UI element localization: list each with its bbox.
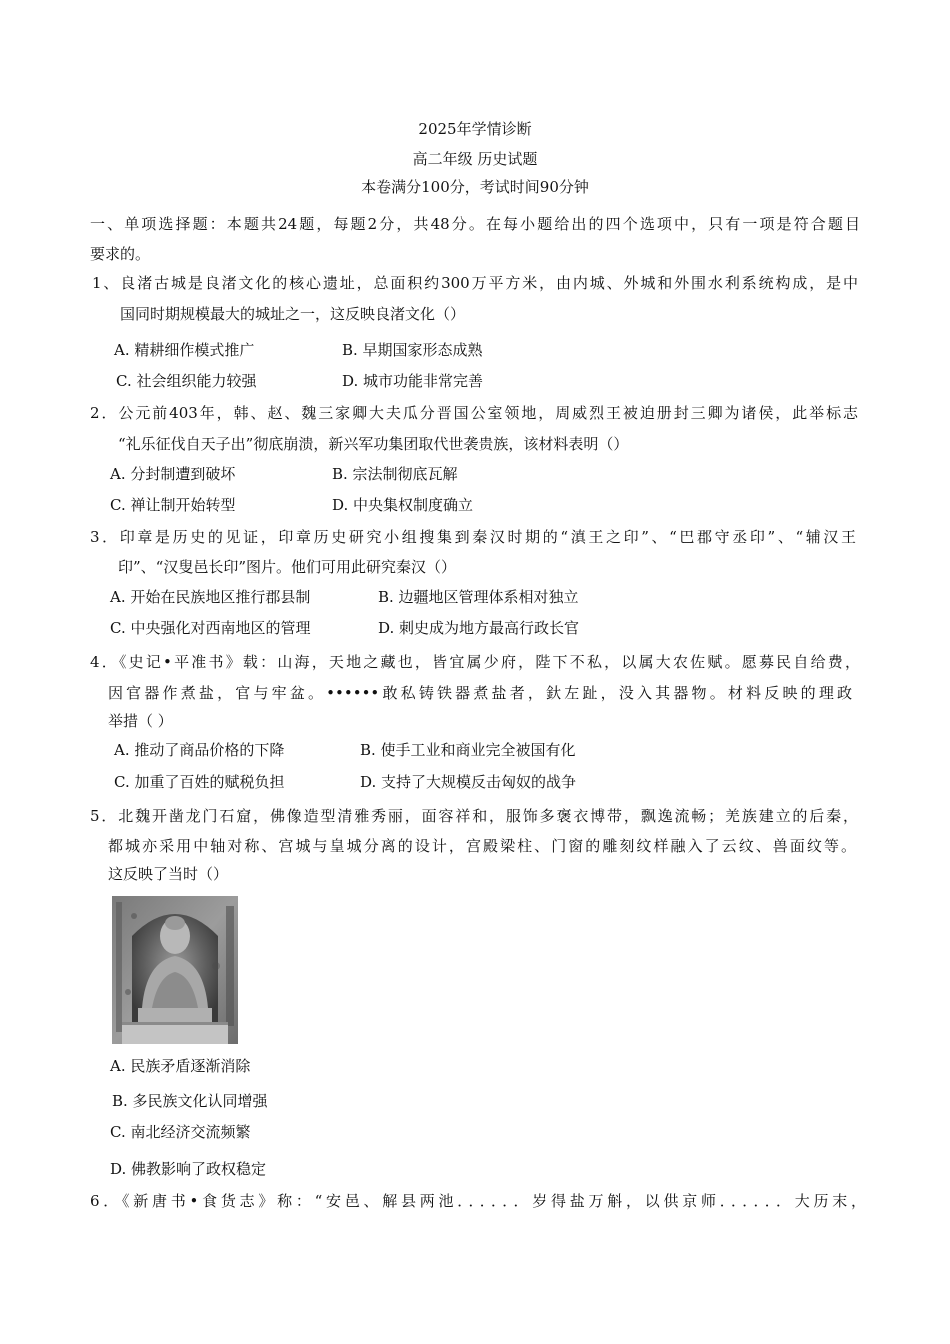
question-5-option-c[interactable]: C. 南北经济交流频繁	[110, 1123, 251, 1141]
exam-info: 本卷满分100分，考试时间90分钟	[361, 178, 589, 196]
longmen-grottoes-buddha-photo	[112, 896, 238, 1044]
question-4-option-c[interactable]: C. 加重了百姓的赋税负担	[114, 773, 285, 791]
question-3-option-d[interactable]: D. 刺史成为地方最高行政长官	[378, 619, 580, 637]
question-4-line2: 因官器作煮盐，官与牢盆。••••••敢私铸铁器煮盐者，釱左趾，没入其器物。材料反映的理政	[108, 684, 852, 702]
question-5-line1: 5．北魏开凿龙门石窟，佛像造型清雅秀丽，面容祥和，服饰多褒衣博带，飘逸流畅；羌族建立的后秦，	[90, 807, 858, 825]
question-4-option-d[interactable]: D. 支持了大规模反击匈奴的战争	[360, 773, 577, 791]
question-1-line1: 1、良渚古城是良渚文化的核心遗址，总面积约300万平方米，由内城、外城和外围水利系统构成，是中	[92, 274, 858, 292]
question-1-option-b[interactable]: B. 早期国家形态成熟	[342, 341, 483, 359]
question-1-option-d[interactable]: D. 城市功能非常完善	[342, 372, 484, 390]
exam-title: 2025年学情诊断	[418, 120, 532, 138]
question-5-line2: 都城亦采用中轴对称、宫城与皇城分离的设计，宫殿梁柱、门窗的雕刻纹样融入了云纹、兽面纹等。	[108, 837, 856, 855]
question-1-option-a[interactable]: A. 精耕细作模式推广	[114, 341, 255, 359]
exam-subtitle: 高二年级 历史试题	[412, 150, 538, 168]
question-4-option-a[interactable]: A. 推动了商品价格的下降	[114, 741, 285, 759]
question-4-line3: 举措（ ）	[108, 712, 173, 730]
question-4-line1: 4．《史记•平准书》载：山海，天地之藏也，皆宜属少府，陛下不私，以属大农佐赋。愿募民自给费，	[90, 653, 860, 671]
question-4-option-b[interactable]: B. 使手工业和商业完全被国有化	[360, 741, 576, 759]
section-instruction-line1: 一、单项选择题：本题共24题，每题2分，共48分。在每小题给出的四个选项中，只有一项是符合题目	[90, 215, 860, 233]
question-5-option-b[interactable]: B. 多民族文化认同增强	[112, 1092, 268, 1110]
question-1-option-c[interactable]: C. 社会组织能力较强	[116, 372, 257, 390]
question-3-line2: 印”、“汉叟邑长印”图片。他们可用此研究秦汉（）	[118, 558, 457, 576]
question-3-option-a[interactable]: A. 开始在民族地区推行郡县制	[110, 588, 311, 606]
question-2-option-a[interactable]: A. 分封制遭到破坏	[110, 465, 236, 483]
question-6-line1: 6．《新唐书•食货志》称：“安邑、解县两池．．．．．．岁得盐万斛，以供京师．．．．．．大历末，	[90, 1192, 866, 1210]
question-3-line1: 3．印章是历史的见证，印章历史研究小组搜集到秦汉时期的“滇王之印”、“巴郡守丞印”、“辅汉王	[90, 528, 856, 546]
question-2-option-b[interactable]: B. 宗法制彻底瓦解	[332, 465, 458, 483]
question-5-option-a[interactable]: A. 民族矛盾逐渐消除	[110, 1057, 251, 1075]
question-3-option-c[interactable]: C. 中央强化对西南地区的管理	[110, 619, 311, 637]
question-1-line2: 国同时期规模最大的城址之一，这反映良渚文化（）	[120, 305, 466, 323]
section-instruction-line2: 要求的。	[90, 245, 151, 263]
question-2-line2: “礼乐征伐自天子出”彻底崩溃，新兴军功集团取代世袭贵族，该材料表明（）	[118, 435, 629, 453]
question-2-option-d[interactable]: D. 中央集权制度确立	[332, 496, 474, 514]
question-5-option-d[interactable]: D. 佛教影响了政权稳定	[110, 1160, 267, 1178]
question-3-option-b[interactable]: B. 边疆地区管理体系相对独立	[378, 588, 579, 606]
question-5-line3: 这反映了当时（）	[108, 865, 229, 883]
question-2-option-c[interactable]: C. 禅让制开始转型	[110, 496, 236, 514]
question-2-line1: 2．公元前403年，韩、赵、魏三家卿大夫瓜分晋国公室领地，周威烈王被迫册封三卿为诸侯，此举标志	[90, 404, 858, 422]
